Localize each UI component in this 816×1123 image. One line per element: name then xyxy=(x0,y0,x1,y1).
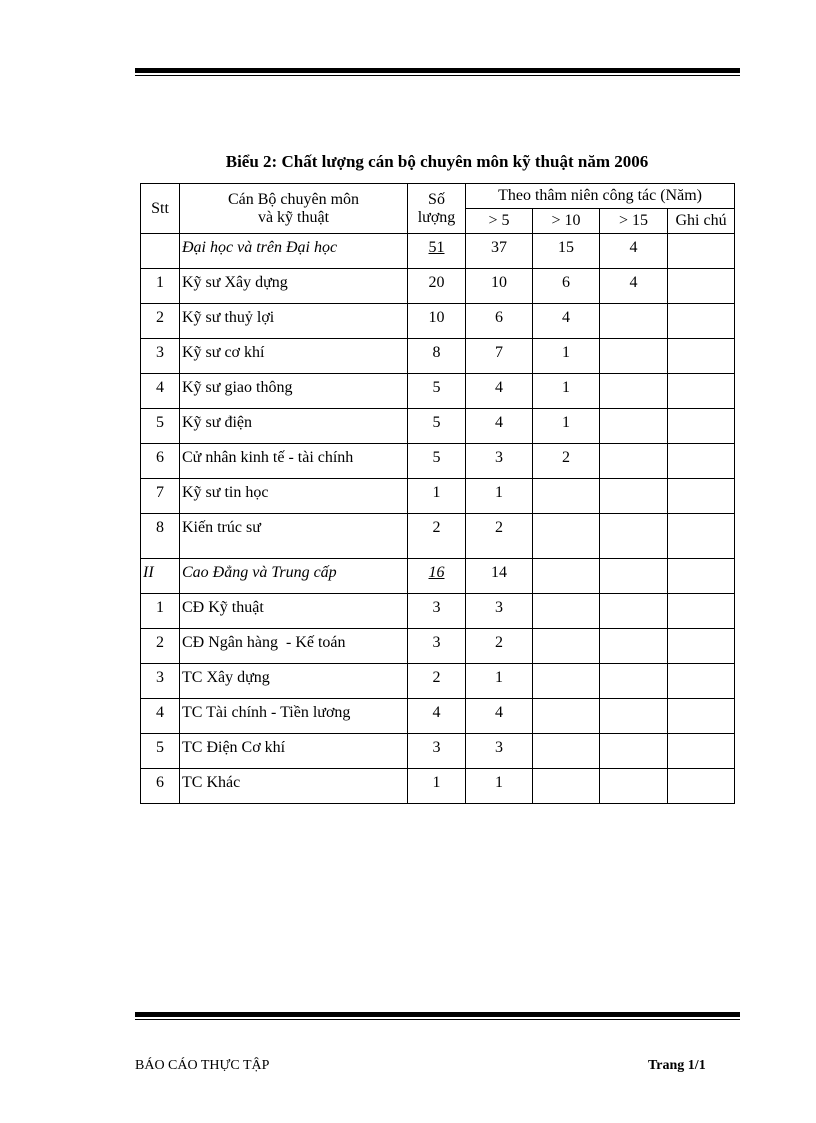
cell-stt xyxy=(141,234,180,269)
cell-gt15 xyxy=(600,734,668,769)
table-row xyxy=(141,339,735,374)
cell-note xyxy=(668,269,735,304)
cell-stt: 2 xyxy=(141,304,180,339)
cell-note xyxy=(668,444,735,479)
header-rule xyxy=(135,68,740,76)
header-staff-line2: và kỹ thuật xyxy=(257,208,330,226)
cell-name: CĐ Ngân hàng - Kế toán xyxy=(180,629,408,664)
cell-qty: 4 xyxy=(408,699,466,734)
table-row xyxy=(141,699,735,734)
cell-gt10 xyxy=(533,559,600,594)
cell-note xyxy=(668,409,735,444)
cell-qty: 3 xyxy=(408,734,466,769)
header-staff xyxy=(180,184,408,234)
header-gt15: > 15 xyxy=(600,209,668,234)
cell-qty: 20 xyxy=(408,269,466,304)
cell-gt15 xyxy=(600,664,668,699)
cell-gt5: 2 xyxy=(466,514,533,559)
table-row xyxy=(141,769,735,804)
cell-gt10 xyxy=(533,629,600,664)
cell-gt15 xyxy=(600,444,668,479)
table-row xyxy=(141,374,735,409)
table-row xyxy=(141,444,735,479)
cell-gt10: 4 xyxy=(533,304,600,339)
cell-gt5: 2 xyxy=(466,629,533,664)
cell-gt10: 2 xyxy=(533,444,600,479)
cell-gt5: 1 xyxy=(466,769,533,804)
cell-gt15 xyxy=(600,409,668,444)
cell-qty: 10 xyxy=(408,304,466,339)
cell-name: TC Tài chính - Tiền lương xyxy=(180,699,408,734)
cell-gt15 xyxy=(600,339,668,374)
cell-gt10 xyxy=(533,699,600,734)
cell-gt15: 4 xyxy=(600,269,668,304)
cell-note xyxy=(668,664,735,699)
header-note: Ghi chú xyxy=(668,209,735,234)
footer-report-label: BÁO CÁO THỰC TẬP xyxy=(135,1058,270,1073)
cell-note xyxy=(668,479,735,514)
cell-gt15 xyxy=(600,559,668,594)
cell-name: TC Điện Cơ khí xyxy=(180,734,408,769)
cell-gt5: 1 xyxy=(466,479,533,514)
cell-gt5: 10 xyxy=(466,269,533,304)
cell-stt: 4 xyxy=(141,699,180,734)
cell-qty: 3 xyxy=(408,629,466,664)
header-seniority: Theo thâm niên công tác (Năm) xyxy=(466,184,735,209)
cell-name: Kỹ sư tin học xyxy=(180,479,408,514)
cell-stt: 1 xyxy=(141,594,180,629)
cell-name: Kỹ sư điện xyxy=(180,409,408,444)
cell-gt5: 14 xyxy=(466,559,533,594)
header-quantity xyxy=(408,184,466,234)
header-row xyxy=(141,184,735,209)
cell-name: TC Xây dựng xyxy=(180,664,408,699)
cell-note xyxy=(668,559,735,594)
cell-note xyxy=(668,629,735,664)
cell-qty: 2 xyxy=(408,664,466,699)
page-number: Trang 1/1 xyxy=(648,1058,706,1073)
cell-gt15 xyxy=(600,479,668,514)
cell-note xyxy=(668,374,735,409)
cell-note xyxy=(668,699,735,734)
cell-gt15 xyxy=(600,769,668,804)
cell-gt5: 1 xyxy=(466,664,533,699)
cell-gt5: 7 xyxy=(466,339,533,374)
cell-stt: 5 xyxy=(141,409,180,444)
cell-gt5: 4 xyxy=(466,374,533,409)
cell-qty: 5 xyxy=(408,444,466,479)
cell-stt: 1 xyxy=(141,269,180,304)
table-row xyxy=(141,664,735,699)
cell-qty: 8 xyxy=(408,339,466,374)
footer-rule xyxy=(135,1012,740,1020)
cell-qty: 5 xyxy=(408,409,466,444)
cell-gt5: 3 xyxy=(466,444,533,479)
cell-note xyxy=(668,514,735,559)
cell-gt10 xyxy=(533,594,600,629)
cell-gt15 xyxy=(600,514,668,559)
cell-note xyxy=(668,339,735,374)
cell-gt15 xyxy=(600,374,668,409)
cell-gt10: 1 xyxy=(533,374,600,409)
section-row xyxy=(141,234,735,269)
cell-gt15: 4 xyxy=(600,234,668,269)
cell-gt10: 1 xyxy=(533,409,600,444)
header-staff-line1: Cán Bộ chuyên môn xyxy=(227,190,360,208)
cell-name: Cao Đẳng và Trung cấp xyxy=(180,559,408,594)
cell-note xyxy=(668,234,735,269)
cell-gt10: 6 xyxy=(533,269,600,304)
cell-stt: 3 xyxy=(141,339,180,374)
cell-note xyxy=(668,304,735,339)
cell-name: CĐ Kỹ thuật xyxy=(180,594,408,629)
cell-gt15 xyxy=(600,629,668,664)
cell-gt5: 6 xyxy=(466,304,533,339)
cell-gt5: 3 xyxy=(466,734,533,769)
cell-gt10 xyxy=(533,769,600,804)
cell-gt15 xyxy=(600,304,668,339)
cell-note xyxy=(668,769,735,804)
cell-qty: 5 xyxy=(408,374,466,409)
staff-quality-table xyxy=(140,183,735,804)
cell-name: Kỹ sư Xây dựng xyxy=(180,269,408,304)
cell-gt5: 3 xyxy=(466,594,533,629)
table-row xyxy=(141,409,735,444)
cell-name: Cử nhân kinh tế - tài chính xyxy=(180,444,408,479)
cell-gt15 xyxy=(600,594,668,629)
cell-gt10: 1 xyxy=(533,339,600,374)
cell-name: Đại học và trên Đại học xyxy=(180,234,408,269)
cell-gt10 xyxy=(533,514,600,559)
cell-stt: 6 xyxy=(141,769,180,804)
cell-qty: 1 xyxy=(408,769,466,804)
cell-note xyxy=(668,594,735,629)
cell-gt15 xyxy=(600,699,668,734)
header-stt: Stt xyxy=(141,184,180,234)
cell-stt: 6 xyxy=(141,444,180,479)
cell-gt10 xyxy=(533,664,600,699)
cell-stt: 5 xyxy=(141,734,180,769)
cell-name: Kiến trúc sư xyxy=(180,514,408,559)
header-quantity-line2: lượng xyxy=(417,208,456,226)
cell-gt10: 15 xyxy=(533,234,600,269)
cell-qty: 1 xyxy=(408,479,466,514)
header-quantity-line1: Số xyxy=(428,190,445,208)
header-gt5: > 5 xyxy=(466,209,533,234)
section-row xyxy=(141,559,735,594)
table-row xyxy=(141,304,735,339)
cell-gt5: 4 xyxy=(466,699,533,734)
table-row xyxy=(141,514,735,559)
header-gt10: > 10 xyxy=(533,209,600,234)
table-row xyxy=(141,594,735,629)
cell-name: Kỹ sư giao thông xyxy=(180,374,408,409)
cell-stt: 2 xyxy=(141,629,180,664)
cell-gt10 xyxy=(533,734,600,769)
cell-name: TC Khác xyxy=(180,769,408,804)
cell-stt: 8 xyxy=(141,514,180,559)
cell-qty: 2 xyxy=(408,514,466,559)
table-row xyxy=(141,269,735,304)
cell-stt: 3 xyxy=(141,664,180,699)
cell-name: Kỹ sư thuỷ lợi xyxy=(180,304,408,339)
cell-stt: II xyxy=(141,559,180,594)
table-row xyxy=(141,629,735,664)
table-row xyxy=(141,734,735,769)
cell-qty: 51 xyxy=(408,234,466,269)
cell-qty: 3 xyxy=(408,594,466,629)
cell-gt5: 4 xyxy=(466,409,533,444)
cell-stt: 7 xyxy=(141,479,180,514)
cell-note xyxy=(668,734,735,769)
table-title: Biểu 2: Chất lượng cán bộ chuyên môn kỹ thuật năm 2006 xyxy=(225,152,649,171)
cell-gt5: 37 xyxy=(466,234,533,269)
cell-stt: 4 xyxy=(141,374,180,409)
cell-name: Kỹ sư cơ khí xyxy=(180,339,408,374)
table-row xyxy=(141,479,735,514)
cell-qty: 16 xyxy=(408,559,466,594)
cell-gt10 xyxy=(533,479,600,514)
